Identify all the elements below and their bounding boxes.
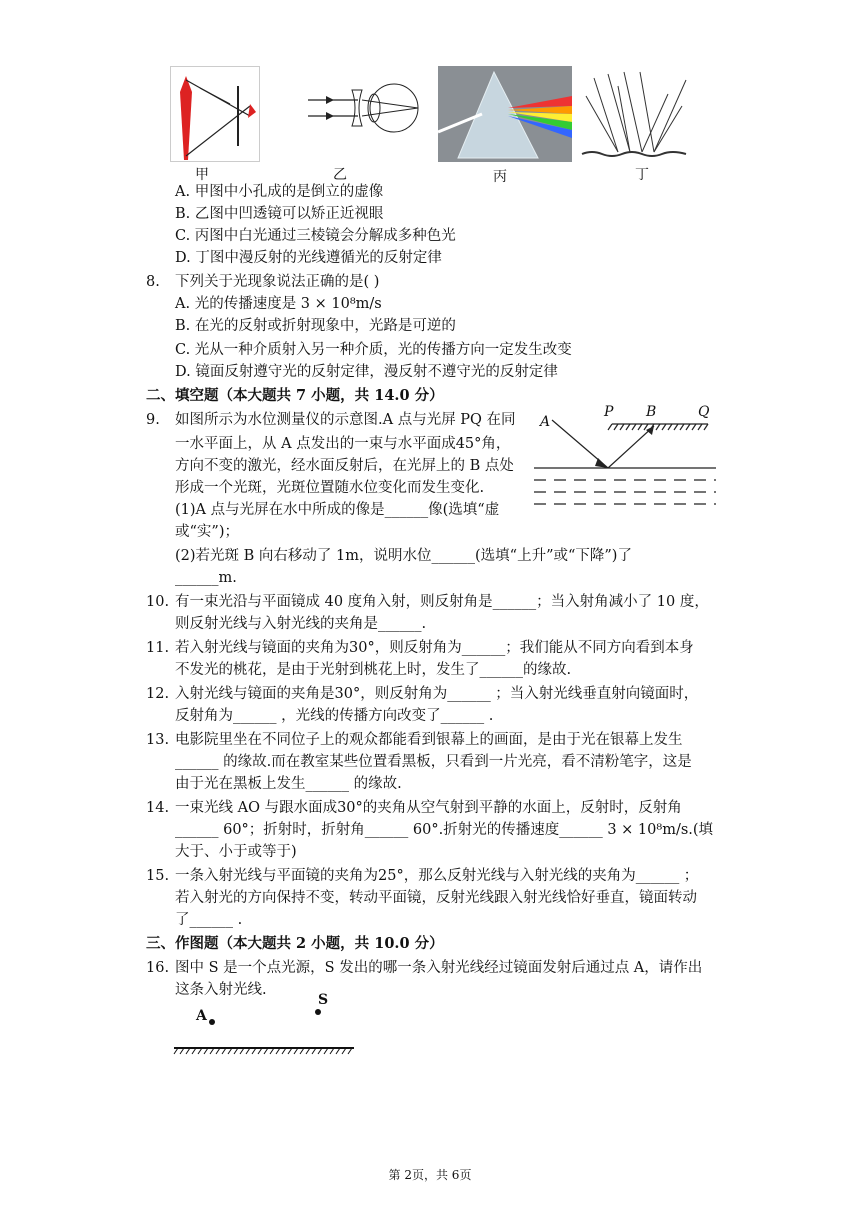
q13-line: ______ 的缘故.而在教室某些位置看黑板，只看到一片光亮，看不清粉笔字，这是 — [175, 754, 692, 770]
q11-number: 11. — [146, 640, 170, 656]
q14-number: 14. — [146, 800, 170, 816]
q8-option-b: B. 在光的反射或折射现象中，光路是可逆的 — [175, 318, 456, 334]
q9-label-a: A — [540, 414, 551, 430]
q9-label-q: Q — [698, 404, 710, 420]
caption-ding: 丁 — [635, 167, 649, 183]
pinhole-figure — [170, 66, 260, 162]
q10-line: 有一束光沿与平面镜成 40 度角入射，则反射角是______；当入射角减小了 10 度， — [175, 594, 709, 610]
q16-number: 16. — [146, 960, 170, 976]
q9-line: 或“实”)； — [175, 524, 239, 540]
q9-line: 形成一个光斑，光斑位置随水位变化而发生变化. — [175, 480, 485, 496]
q12-line: 入射光线与镜面的夹角是30°，则反射角为______ ；当入射光线垂直射向镜面时， — [175, 686, 699, 702]
q7-option-a: A. 甲图中小孔成的是倒立的虚像 — [175, 184, 384, 200]
q9-number: 9. — [146, 412, 160, 428]
q11-line: 若入射光线与镜面的夹角为30°，则反射角为______；我们能从不同方向看到本身 — [175, 640, 694, 656]
q15-line: 若入射光的方向保持不变，转动平面镜，反射光线跟入射光线恰好垂直，镜面转动 — [175, 890, 697, 906]
q14-line: 一束光线 AO 与跟水面成30°的夹角从空气射到平静的水面上，反射时，反射角 — [175, 800, 682, 816]
section3-title: 三、作图题（本大题共 2 小题，共 10.0 分） — [146, 935, 444, 952]
water-level-figure — [532, 404, 718, 508]
q7-option-d: D. 丁图中漫反射的光线遵循光的反射定律 — [175, 250, 442, 266]
q16-line: 图中 S 是一个点光源，S 发出的哪一条入射光线经过镜面发射后通过点 A，请作出 — [175, 960, 703, 976]
q9-line: 方向不变的激光，经水面反射后，在光屏上的 B 点处 — [175, 458, 514, 474]
q15-line: 了______ . — [175, 912, 243, 928]
q9-line: 一水平面上，从 A 点发出的一束与水平面成45°角， — [175, 436, 511, 452]
q9-label-b: B — [646, 404, 657, 420]
section2-title: 二、填空题（本大题共 7 小题，共 14.0 分） — [146, 387, 444, 404]
q9-line: ______m. — [175, 570, 237, 586]
q8-number: 8. — [146, 274, 160, 290]
q8-option-c: C. 光从一种介质射入另一种介质，光的传播方向一定发生改变 — [175, 342, 572, 358]
q16-label-a: A — [196, 1008, 207, 1024]
q15-line: 一条入射光线与平面镜的夹角为25°，那么反射光线与入射光线的夹角为______ ； — [175, 868, 699, 884]
q9-label-p: P — [604, 404, 614, 420]
q13-line: 由于光在黑板上发生______ 的缘故. — [175, 776, 402, 792]
q14-line: 大于、小于或等于) — [175, 844, 297, 860]
q13-line: 电影院里坐在不同位子上的观众都能看到银幕上的画面，是由于光在银幕上发生 — [175, 732, 683, 748]
q10-line: 则反射光线与入射光线的夹角是______. — [175, 616, 427, 632]
mirror-figure — [172, 996, 356, 1060]
q16-label-s: S — [318, 992, 329, 1008]
figure-strip — [170, 66, 690, 162]
q13-number: 13. — [146, 732, 170, 748]
q10-number: 10. — [146, 594, 170, 610]
q9-line: (1)A 点与光屏在水中所成的像是______像(选填“虚 — [175, 502, 500, 518]
q7-option-b: B. 乙图中凹透镜可以矫正近视眼 — [175, 206, 384, 222]
caption-bing: 丙 — [493, 169, 507, 185]
prism-figure — [438, 66, 572, 162]
eye-lens-figure — [300, 66, 430, 162]
q8-option-a: A. 光的传播速度是 3 × 10⁸m/s — [175, 296, 382, 312]
q12-number: 12. — [146, 686, 170, 702]
caption-yi: 乙 — [333, 167, 347, 183]
page-footer: 第 2页，共 6页 — [388, 1168, 472, 1182]
q8-option-d: D. 镜面反射遵守光的反射定律，漫反射不遵守光的反射定律 — [175, 364, 558, 380]
q12-line: 反射角为______ ，光线的传播方向改变了______ . — [175, 708, 494, 724]
caption-jia: 甲 — [195, 167, 209, 183]
q11-line: 不发光的桃花，是由于光射到桃花上时，发生了______的缘故. — [175, 662, 572, 678]
diffuse-reflection-figure — [578, 66, 690, 162]
q9-line: 如图所示为水位测量仪的示意图.A 点与光屏 PQ 在同 — [175, 412, 516, 428]
q14-line: ______ 60°；折射时，折射角______ 60°.折射光的传播速度______ 3 × 10⁸m/s.(填 — [175, 822, 714, 838]
q7-option-c: C. 丙图中白光通过三棱镜会分解成多种色光 — [175, 228, 456, 244]
q16-line: 这条入射光线. — [175, 982, 267, 998]
q9-line: (2)若光斑 B 向右移动了 1m，说明水位______(选填“上升”或“下降”)了 — [175, 548, 632, 564]
q8-stem: 下列关于光现象说法正确的是( ) — [175, 274, 380, 290]
q15-number: 15. — [146, 868, 170, 884]
